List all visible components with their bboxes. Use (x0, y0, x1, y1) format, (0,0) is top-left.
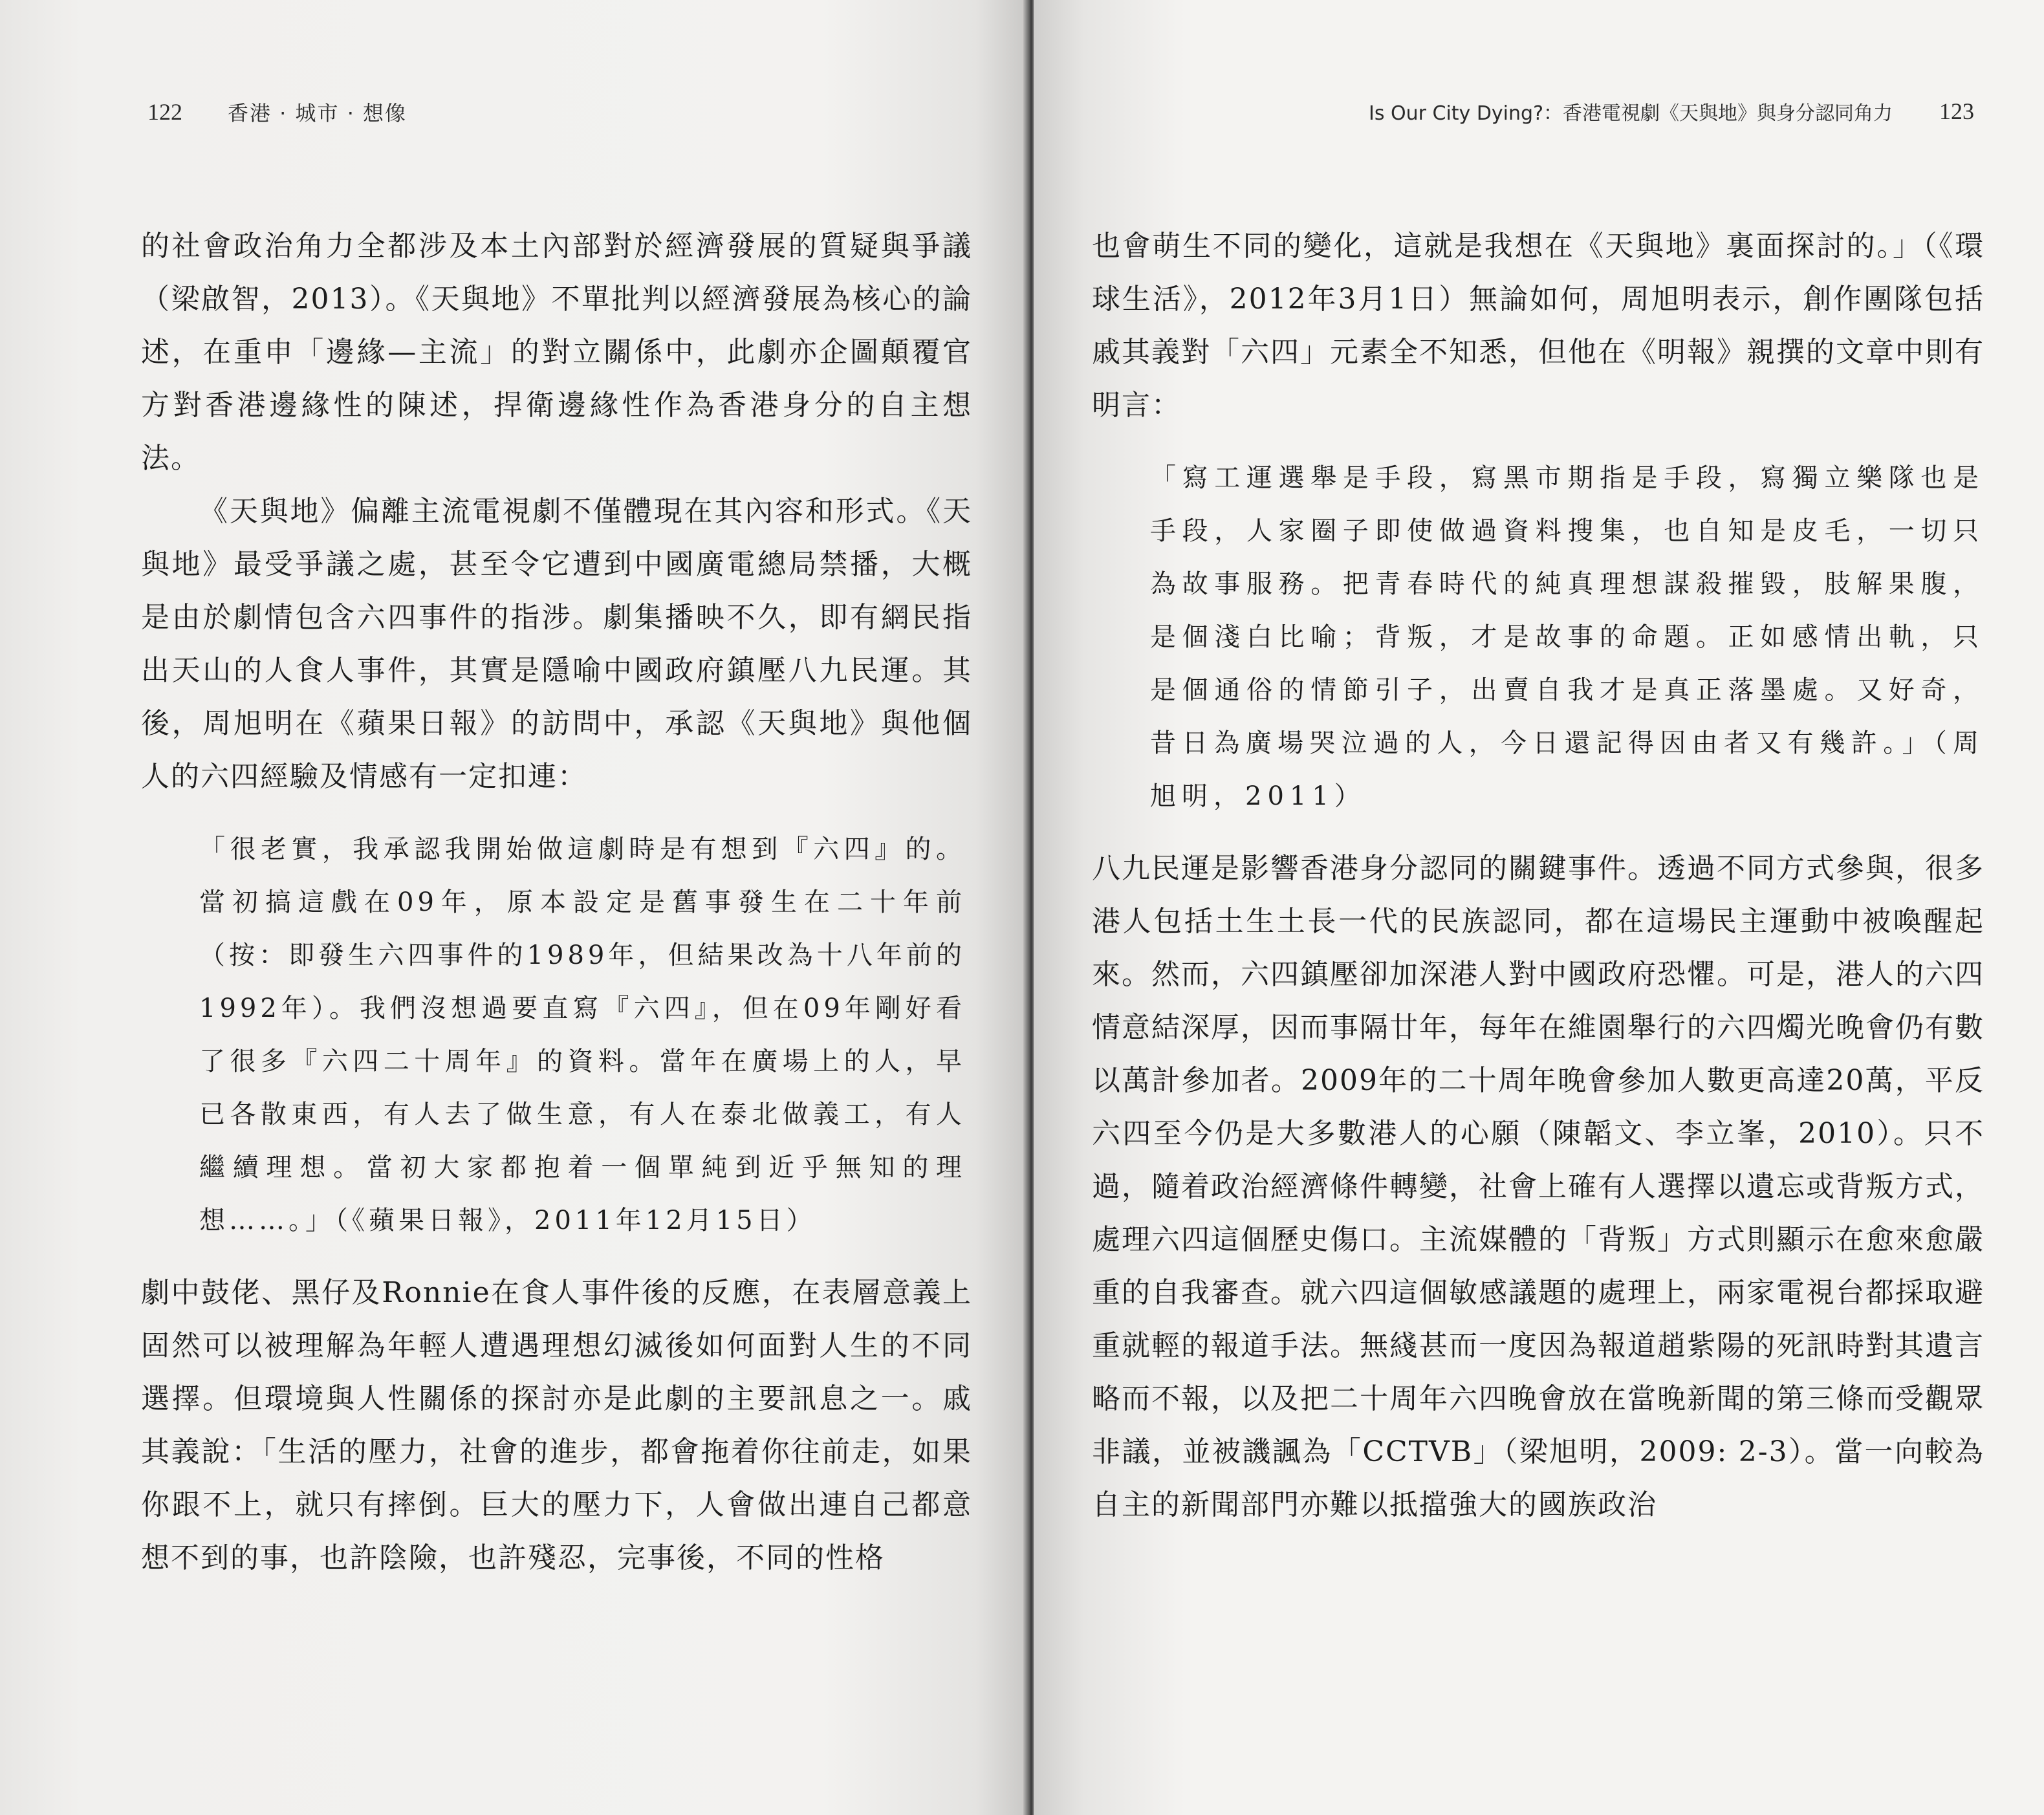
paragraph: 也會萌生不同的變化，這就是我想在《天與地》裏面探討的。」（《環球生活》，2012年3月1日）無論如何，周旭明表示，創作團隊包括戚其義對「六四」元素全不知悉，但他在《明報》親撰的文章中則有明言： (1092, 230, 1984, 422)
quote-text: 「很老實，我承認我開始做這劇時是有想到『六四』的。當初搞這戲在09年，原本設定是舊事發生在二十年前（按：即發生六四事件的1989年，但結果改為十八年前的1992年）。我們沒想過要直寫『六四』，但在09年剛好看了很多『六四二十周年』的資料。當年在廣場上的人，早已各散東西，有人去了做生意，有人在泰北做義工，有人繼續理想。當初大家都抱着一個單純到近乎無知的理想……。」（《蘋果日報》，2011年12月15日） (199, 834, 966, 1235)
paragraph: 的社會政治角力全都涉及本土內部對於經濟發展的質疑與爭議（梁啟智，2013）。《天與地》不單批判以經濟發展為核心的論述，在重申「邊緣—主流」的對立關係中，此劇亦企圖顛覆官方對香港邊緣性的陳述，捍衛邊緣性作為香港身分的自主想法。 (141, 230, 972, 475)
page-number: 123 (1939, 98, 1974, 124)
quote-text: 「寫工運選舉是手段，寫黑市期指是手段，寫獨立樂隊也是手段，人家圈子即使做過資料搜集，也自知是皮毛，一切只為故事服務。把青春時代的純真理想謀殺摧毀，肢解果腹，是個淺白比喻；背叛，才是故事的命題。正如感情出軌，只是個通俗的情節引子，出賣自我才是真正落墨處。又好奇，昔日為廣場哭泣過的人，今日還記得因由者又有幾許。」（周旭明，2011） (1150, 463, 1984, 811)
right-page-body (1092, 220, 1984, 1532)
right-running-header (1369, 97, 1974, 125)
right-page (1034, 0, 2044, 1815)
block-quote (1092, 451, 1984, 823)
running-head-title: Is Our City Dying?：香港電視劇《天與地》與身分認同角力 (1368, 102, 1893, 125)
paragraph: 劇中鼓佬、黑仔及Ronnie在食人事件後的反應，在表層意義上固然可以被理解為年輕人遭遇理想幻滅後如何面對人生的不同選擇。但環境與人性關係的探討亦是此劇的主要訊息之一。戚其義說：「生活的壓力，社會的進步，都會拖着你往前走，如果你跟不上，就只有摔倒。巨大的壓力下，人會做出連自己都意想不到的事，也許陰險，也許殘忍，完事後，不同的性格 (141, 1276, 972, 1574)
running-head-title: 香港 · 城市 · 想像 (228, 101, 408, 125)
paragraph: 八九民運是影響香港身分認同的關鍵事件。透過不同方式參與，很多港人包括土生土長一代的民族認同，都在這場民主運動中被喚醒起來。然而，六四鎮壓卻加深港人對中國政府恐懼。可是，港人的六四情意結深厚，因而事隔廿年，每年在維園舉行的六四燭光晚會仍有數以萬計參加者。2009年的二十周年晚會參加人數更高達20萬，平反六四至今仍是大多數港人的心願（陳韜文、李立峯，2010）。只不過，隨着政治經濟條件轉變，社會上確有人選擇以遺忘或背叛方式，處理六四這個歷史傷口。主流媒體的「背叛」方式則顯示在愈來愈嚴重的自我審查。就六四這個敏感議題的處理上，兩家電視台都採取避重就輕的報道手法。無綫甚而一度因為報道趙紫陽的死訊時對其遺言略而不報，以及把二十周年六四晚會放在當晚新聞的第三條而受觀眾非議，並被譏諷為「CCTVB」（梁旭明，2009: 2-3）。當一向較為自主的新聞部門亦難以抵擋強大的國族政治 (1092, 852, 1984, 1521)
left-page-body (141, 220, 972, 1585)
left-running-header (147, 97, 407, 127)
paragraph: 《天與地》偏離主流電視劇不僅體現在其內容和形式。《天與地》最受爭議之處，甚至令它遭到中國廣電總局禁播，大概是由於劇情包含六四事件的指涉。劇集播映不久，即有網民指出天山的人食人事件，其實是隱喻中國政府鎮壓八九民運。其後，周旭明在《蘋果日報》的訪問中，承認《天與地》與他個人的六四經驗及情感有一定扣連： (141, 495, 972, 793)
block-quote (141, 823, 972, 1247)
page-number: 122 (147, 99, 182, 125)
